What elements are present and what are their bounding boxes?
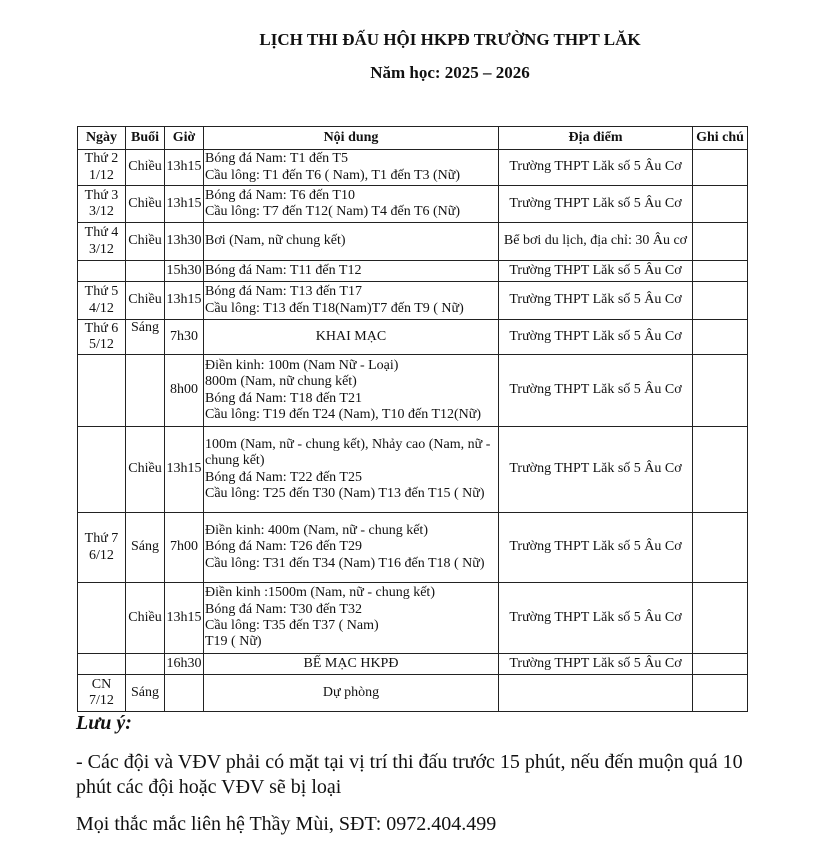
- header-note: Ghi chú: [693, 127, 748, 150]
- cell-content: Bóng đá Nam: T1 đến T5 Cầu lông: T1 đến T6 ( Nam), T1 đến T3 (Nữ): [204, 150, 499, 186]
- cell-place: Trường THPT Lăk số 5 Âu Cơ: [499, 261, 693, 282]
- cell-time: 15h30: [165, 261, 204, 282]
- cell-content: Dự phòng: [204, 675, 499, 712]
- cell-time: 13h15: [165, 282, 204, 320]
- cell-place: Trường THPT Lăk số 5 Âu Cơ: [499, 320, 693, 355]
- schedule-table: [77, 126, 748, 712]
- table-row: [78, 320, 748, 355]
- cell-session: Sáng: [126, 320, 165, 355]
- table-row: [78, 186, 748, 223]
- cell-session: [126, 261, 165, 282]
- cell-session: Chiều: [126, 583, 165, 654]
- note-text: - Các đội và VĐV phải có mặt tại vị trí thi đấu trước 15 phút, nếu đến muộn quá 10 phút các đội hoặc VĐV sẽ bị loại: [76, 751, 743, 798]
- cell-note: [693, 355, 748, 427]
- cell-note: [693, 654, 748, 675]
- cell-time: 8h00: [165, 355, 204, 427]
- cell-place: Trường THPT Lăk số 5 Âu Cơ: [499, 654, 693, 675]
- cell-note: [693, 675, 748, 712]
- cell-content: Bóng đá Nam: T11 đến T12: [204, 261, 499, 282]
- cell-place: Trường THPT Lăk số 5 Âu Cơ: [499, 150, 693, 186]
- cell-place: Bể bơi du lịch, địa chỉ: 30 Âu cơ: [499, 223, 693, 261]
- cell-time: 13h15: [165, 427, 204, 513]
- cell-day: [78, 355, 126, 427]
- table-row: [78, 150, 748, 186]
- note-heading: Lưu ý:: [76, 712, 132, 734]
- table-row: [78, 261, 748, 282]
- cell-session: [126, 355, 165, 427]
- cell-note: [693, 320, 748, 355]
- cell-session: Sáng: [126, 513, 165, 583]
- table-row: [78, 282, 748, 320]
- cell-time: 13h15: [165, 186, 204, 223]
- cell-session: Chiều: [126, 150, 165, 186]
- cell-note: [693, 150, 748, 186]
- cell-time: 7h30: [165, 320, 204, 355]
- header-session: Buổi: [126, 127, 165, 150]
- document-title: LỊCH THI ĐẤU HỘI HKPĐ TRƯỜNG THPT LĂK: [259, 30, 641, 49]
- header-content: Nội dung: [204, 127, 499, 150]
- cell-day: Thứ 5 4/12: [78, 282, 126, 320]
- contact-info: Mọi thắc mắc liên hệ Thầy Mùi, SĐT: 0972.404.499: [76, 813, 497, 835]
- cell-day: Thứ 2 1/12: [78, 150, 126, 186]
- cell-day: [78, 654, 126, 675]
- cell-content: Bóng đá Nam: T13 đến T17 Cầu lông: T13 đến T18(Nam)T7 đến T9 ( Nữ): [204, 282, 499, 320]
- cell-day: Thứ 6 5/12: [78, 320, 126, 355]
- header-place: Địa điểm: [499, 127, 693, 150]
- cell-note: [693, 186, 748, 223]
- table-row: [78, 355, 748, 427]
- cell-day: [78, 261, 126, 282]
- header-time: Giờ: [165, 127, 204, 150]
- school-year: Năm học: 2025 – 2026: [370, 63, 530, 82]
- cell-note: [693, 513, 748, 583]
- cell-content: Điền kinh :1500m (Nam, nữ - chung kết) Bóng đá Nam: T30 đến T32 Cầu lông: T35 đến T37 ( Nam) T19 ( Nữ): [204, 583, 499, 654]
- cell-time: 13h15: [165, 583, 204, 654]
- cell-time: 16h30: [165, 654, 204, 675]
- cell-place: Trường THPT Lăk số 5 Âu Cơ: [499, 282, 693, 320]
- cell-day: Thứ 7 6/12: [78, 513, 126, 583]
- table-row: [78, 223, 748, 261]
- cell-content: 100m (Nam, nữ - chung kết), Nhảy cao (Nam, nữ - chung kết) Bóng đá Nam: T22 đến T25 Cầu lông: T25 đến T30 (Nam) T13 đến T15 ( Nữ): [204, 427, 499, 513]
- cell-day: [78, 427, 126, 513]
- cell-content: Điền kinh: 400m (Nam, nữ - chung kết) Bóng đá Nam: T26 đến T29 Cầu lông: T31 đến T34 (Nam) T16 đến T18 ( Nữ): [204, 513, 499, 583]
- cell-session: Chiều: [126, 282, 165, 320]
- cell-content: Bóng đá Nam: T6 đến T10 Cầu lông: T7 đến T12( Nam) T4 đến T6 (Nữ): [204, 186, 499, 223]
- cell-time: 13h30: [165, 223, 204, 261]
- header-day: Ngày: [78, 127, 126, 150]
- cell-note: [693, 261, 748, 282]
- cell-content: BẾ MẠC HKPĐ: [204, 654, 499, 675]
- table-row: [78, 675, 748, 712]
- cell-day: Thứ 4 3/12: [78, 223, 126, 261]
- cell-content: Điền kinh: 100m (Nam Nữ - Loại) 800m (Nam, nữ chung kết) Bóng đá Nam: T18 đến T21 Cầu lông: T19 đến T24 (Nam), T10 đến T12(Nữ): [204, 355, 499, 427]
- cell-day: CN 7/12: [78, 675, 126, 712]
- cell-day: [78, 583, 126, 654]
- cell-session: Chiều: [126, 427, 165, 513]
- table-row: [78, 654, 748, 675]
- table-header: [78, 127, 748, 150]
- cell-note: [693, 427, 748, 513]
- table-row: [78, 427, 748, 513]
- cell-session: Chiều: [126, 223, 165, 261]
- cell-content: KHAI MẠC: [204, 320, 499, 355]
- cell-place: Trường THPT Lăk số 5 Âu Cơ: [499, 355, 693, 427]
- cell-time: 7h00: [165, 513, 204, 583]
- table-row: [78, 583, 748, 654]
- cell-session: Sáng: [126, 675, 165, 712]
- cell-session: [126, 654, 165, 675]
- cell-note: [693, 223, 748, 261]
- table-row: [78, 513, 748, 583]
- cell-day: Thứ 3 3/12: [78, 186, 126, 223]
- cell-time: [165, 675, 204, 712]
- cell-time: 13h15: [165, 150, 204, 186]
- cell-place: Trường THPT Lăk số 5 Âu Cơ: [499, 427, 693, 513]
- cell-place: [499, 675, 693, 712]
- cell-note: [693, 583, 748, 654]
- cell-place: Trường THPT Lăk số 5 Âu Cơ: [499, 513, 693, 583]
- cell-content: Bơi (Nam, nữ chung kết): [204, 223, 499, 261]
- cell-place: Trường THPT Lăk số 5 Âu Cơ: [499, 186, 693, 223]
- cell-place: Trường THPT Lăk số 5 Âu Cơ: [499, 583, 693, 654]
- cell-session: Chiều: [126, 186, 165, 223]
- cell-note: [693, 282, 748, 320]
